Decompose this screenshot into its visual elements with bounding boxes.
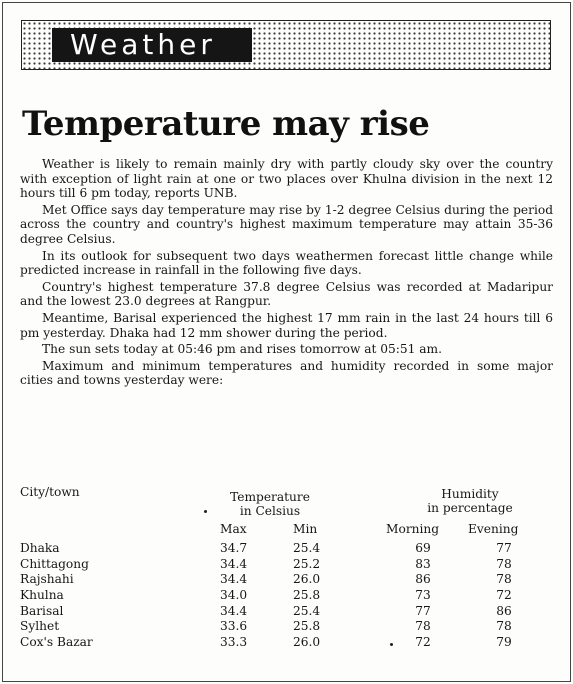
city-cell: Chittagong	[20, 556, 89, 571]
min-cell: 26.0	[293, 635, 321, 650]
paragraph: Maximum and minimum temperatures and humidity recorded in some major cities and towns yesterday were:	[20, 358, 553, 388]
headline: Temperature may rise	[22, 104, 430, 144]
morning-column-header: Morning	[386, 522, 440, 536]
max-cell: 33.6	[220, 619, 248, 634]
max-cell: 33.3	[220, 635, 248, 650]
min-cell: 25.2	[293, 556, 321, 571]
max-cell: 34.4	[220, 603, 248, 618]
min-cell: 25.4	[293, 541, 321, 555]
table-row	[20, 619, 553, 635]
city-cell: Khulna	[20, 588, 64, 603]
min-cell: 25.8	[293, 619, 321, 634]
evening-cell: 78	[496, 572, 512, 587]
min-cell: 25.8	[293, 588, 321, 603]
article-body	[20, 157, 553, 388]
section-banner	[21, 20, 551, 70]
paragraph: Weather is likely to remain mainly dry with partly cloudy sky over the country with exception of light rain at one or two places over Khulna division in the next 12 hours till 6 pm today, reports UNB.	[20, 157, 553, 201]
temperature-header-line1: Temperature	[230, 490, 310, 504]
city-cell: Barisal	[20, 603, 64, 618]
city-column-header: City/town	[20, 485, 80, 499]
max-cell: 34.0	[220, 588, 248, 603]
paragraph: In its outlook for subsequent two days weathermen forecast little change while predicted increase in rainfall in the following five days.	[20, 248, 553, 278]
min-cell: 26.0	[293, 572, 321, 587]
evening-cell: 78	[496, 619, 512, 634]
max-cell: 34.4	[220, 556, 248, 571]
evening-cell: 72	[496, 588, 512, 603]
morning-cell: 69	[415, 541, 431, 555]
temperature-header	[210, 490, 330, 518]
morning-cell: 77	[415, 603, 431, 618]
evening-column-header: Evening	[468, 522, 519, 536]
table-row	[20, 557, 553, 573]
temperature-header-line2: in Celsius	[239, 504, 301, 518]
print-speck	[204, 510, 207, 513]
evening-cell: 78	[496, 556, 512, 571]
humidity-header	[405, 487, 535, 515]
print-speck	[390, 643, 393, 646]
city-cell: Cox's Bazar	[20, 635, 93, 650]
table-row	[20, 541, 553, 557]
table-row	[20, 604, 553, 620]
min-cell: 25.4	[293, 603, 321, 618]
section-label: Weather	[52, 28, 252, 62]
city-cell: Dhaka	[20, 541, 60, 555]
paragraph: Met Office says day temperature may rise by 1-2 degree Celsius during the period across the country and country's highest maximum temperature may attain 35-36 degree Celsius.	[20, 202, 553, 246]
humidity-header-line1: Humidity	[441, 487, 499, 501]
evening-cell: 77	[496, 541, 512, 555]
evening-cell: 86	[496, 603, 512, 618]
morning-cell: 72	[415, 635, 431, 650]
morning-cell: 73	[415, 588, 431, 603]
morning-cell: 86	[415, 572, 431, 587]
max-cell: 34.4	[220, 572, 248, 587]
paragraph: Meantime, Barisal experienced the highest 17 mm rain in the last 24 hours till 6 pm yesterday. Dhaka had 12 mm shower during the period.	[20, 310, 553, 340]
max-column-header: Max	[220, 522, 247, 536]
table-row	[20, 635, 553, 651]
paragraph: Country's highest temperature 37.8 degree Celsius was recorded at Madaripur and the lowest 23.0 degrees at Rangpur.	[20, 279, 553, 309]
humidity-header-line2: in percentage	[427, 501, 513, 515]
max-cell: 34.7	[220, 541, 248, 555]
paragraph: The sun sets today at 05:46 pm and rises tomorrow at 05:51 am.	[42, 342, 442, 357]
morning-cell: 78	[415, 619, 431, 634]
table-row	[20, 572, 553, 588]
evening-cell: 79	[496, 635, 512, 650]
morning-cell: 83	[415, 556, 431, 571]
table-row	[20, 588, 553, 604]
table-rows	[20, 541, 553, 651]
city-cell: Rajshahi	[20, 572, 74, 587]
min-column-header: Min	[293, 522, 318, 536]
city-cell: Sylhet	[20, 619, 60, 634]
